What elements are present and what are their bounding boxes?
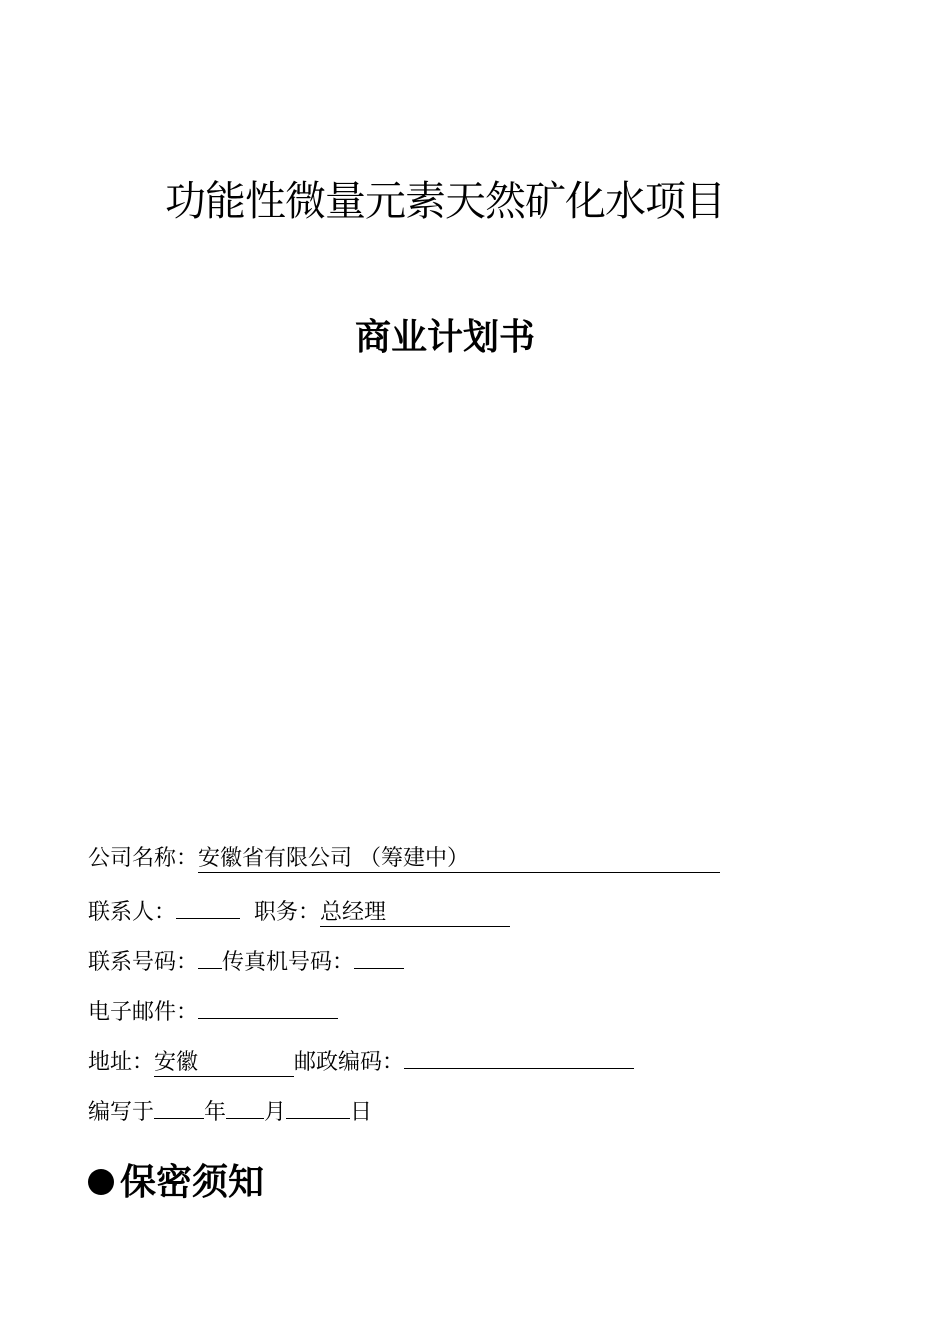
document-subtitle: 商业计划书 — [354, 317, 535, 358]
contact-person-label: 联系人： — [88, 900, 177, 925]
year-blank — [154, 1092, 204, 1119]
document-title: 功能性微量元素天然矿化水项目 — [165, 177, 725, 225]
company-field — [198, 846, 720, 873]
phone-blank — [198, 942, 222, 969]
phone-line — [88, 942, 404, 976]
day-label: 日 — [350, 1100, 373, 1125]
confidentiality-heading-text: 保密须知 — [120, 1161, 265, 1203]
fax-label: 传真机号码： — [222, 950, 355, 975]
address-line — [88, 1042, 634, 1076]
postcode-blank — [404, 1042, 634, 1069]
position-value: 总经理 — [320, 900, 387, 925]
confidentiality-heading — [88, 1156, 264, 1208]
email-line — [88, 992, 338, 1026]
company-label: 公司名称： — [88, 846, 199, 871]
month-blank — [226, 1092, 264, 1119]
phone-label: 联系号码： — [88, 950, 199, 975]
position-label: 职务： — [254, 900, 321, 925]
contact-person-blank — [176, 892, 240, 919]
month-label: 月 — [264, 1100, 287, 1125]
fax-blank — [354, 942, 404, 969]
company-value: 安徽省有限公司 （筹建中） — [198, 846, 470, 871]
written-label: 编写于 — [88, 1100, 155, 1125]
year-label: 年 — [204, 1100, 227, 1125]
address-value: 安徽 — [154, 1050, 199, 1075]
address-field — [154, 1050, 294, 1077]
written-date-line — [88, 1092, 372, 1126]
address-label: 地址： — [88, 1050, 155, 1075]
bullet-icon — [88, 1169, 114, 1195]
position-field — [320, 900, 510, 927]
postcode-label: 邮政编码： — [294, 1050, 405, 1075]
email-blank — [198, 992, 338, 1019]
contact-line — [88, 892, 510, 926]
day-blank — [286, 1092, 350, 1119]
email-label: 电子邮件： — [88, 1000, 199, 1025]
company-line — [88, 842, 720, 876]
